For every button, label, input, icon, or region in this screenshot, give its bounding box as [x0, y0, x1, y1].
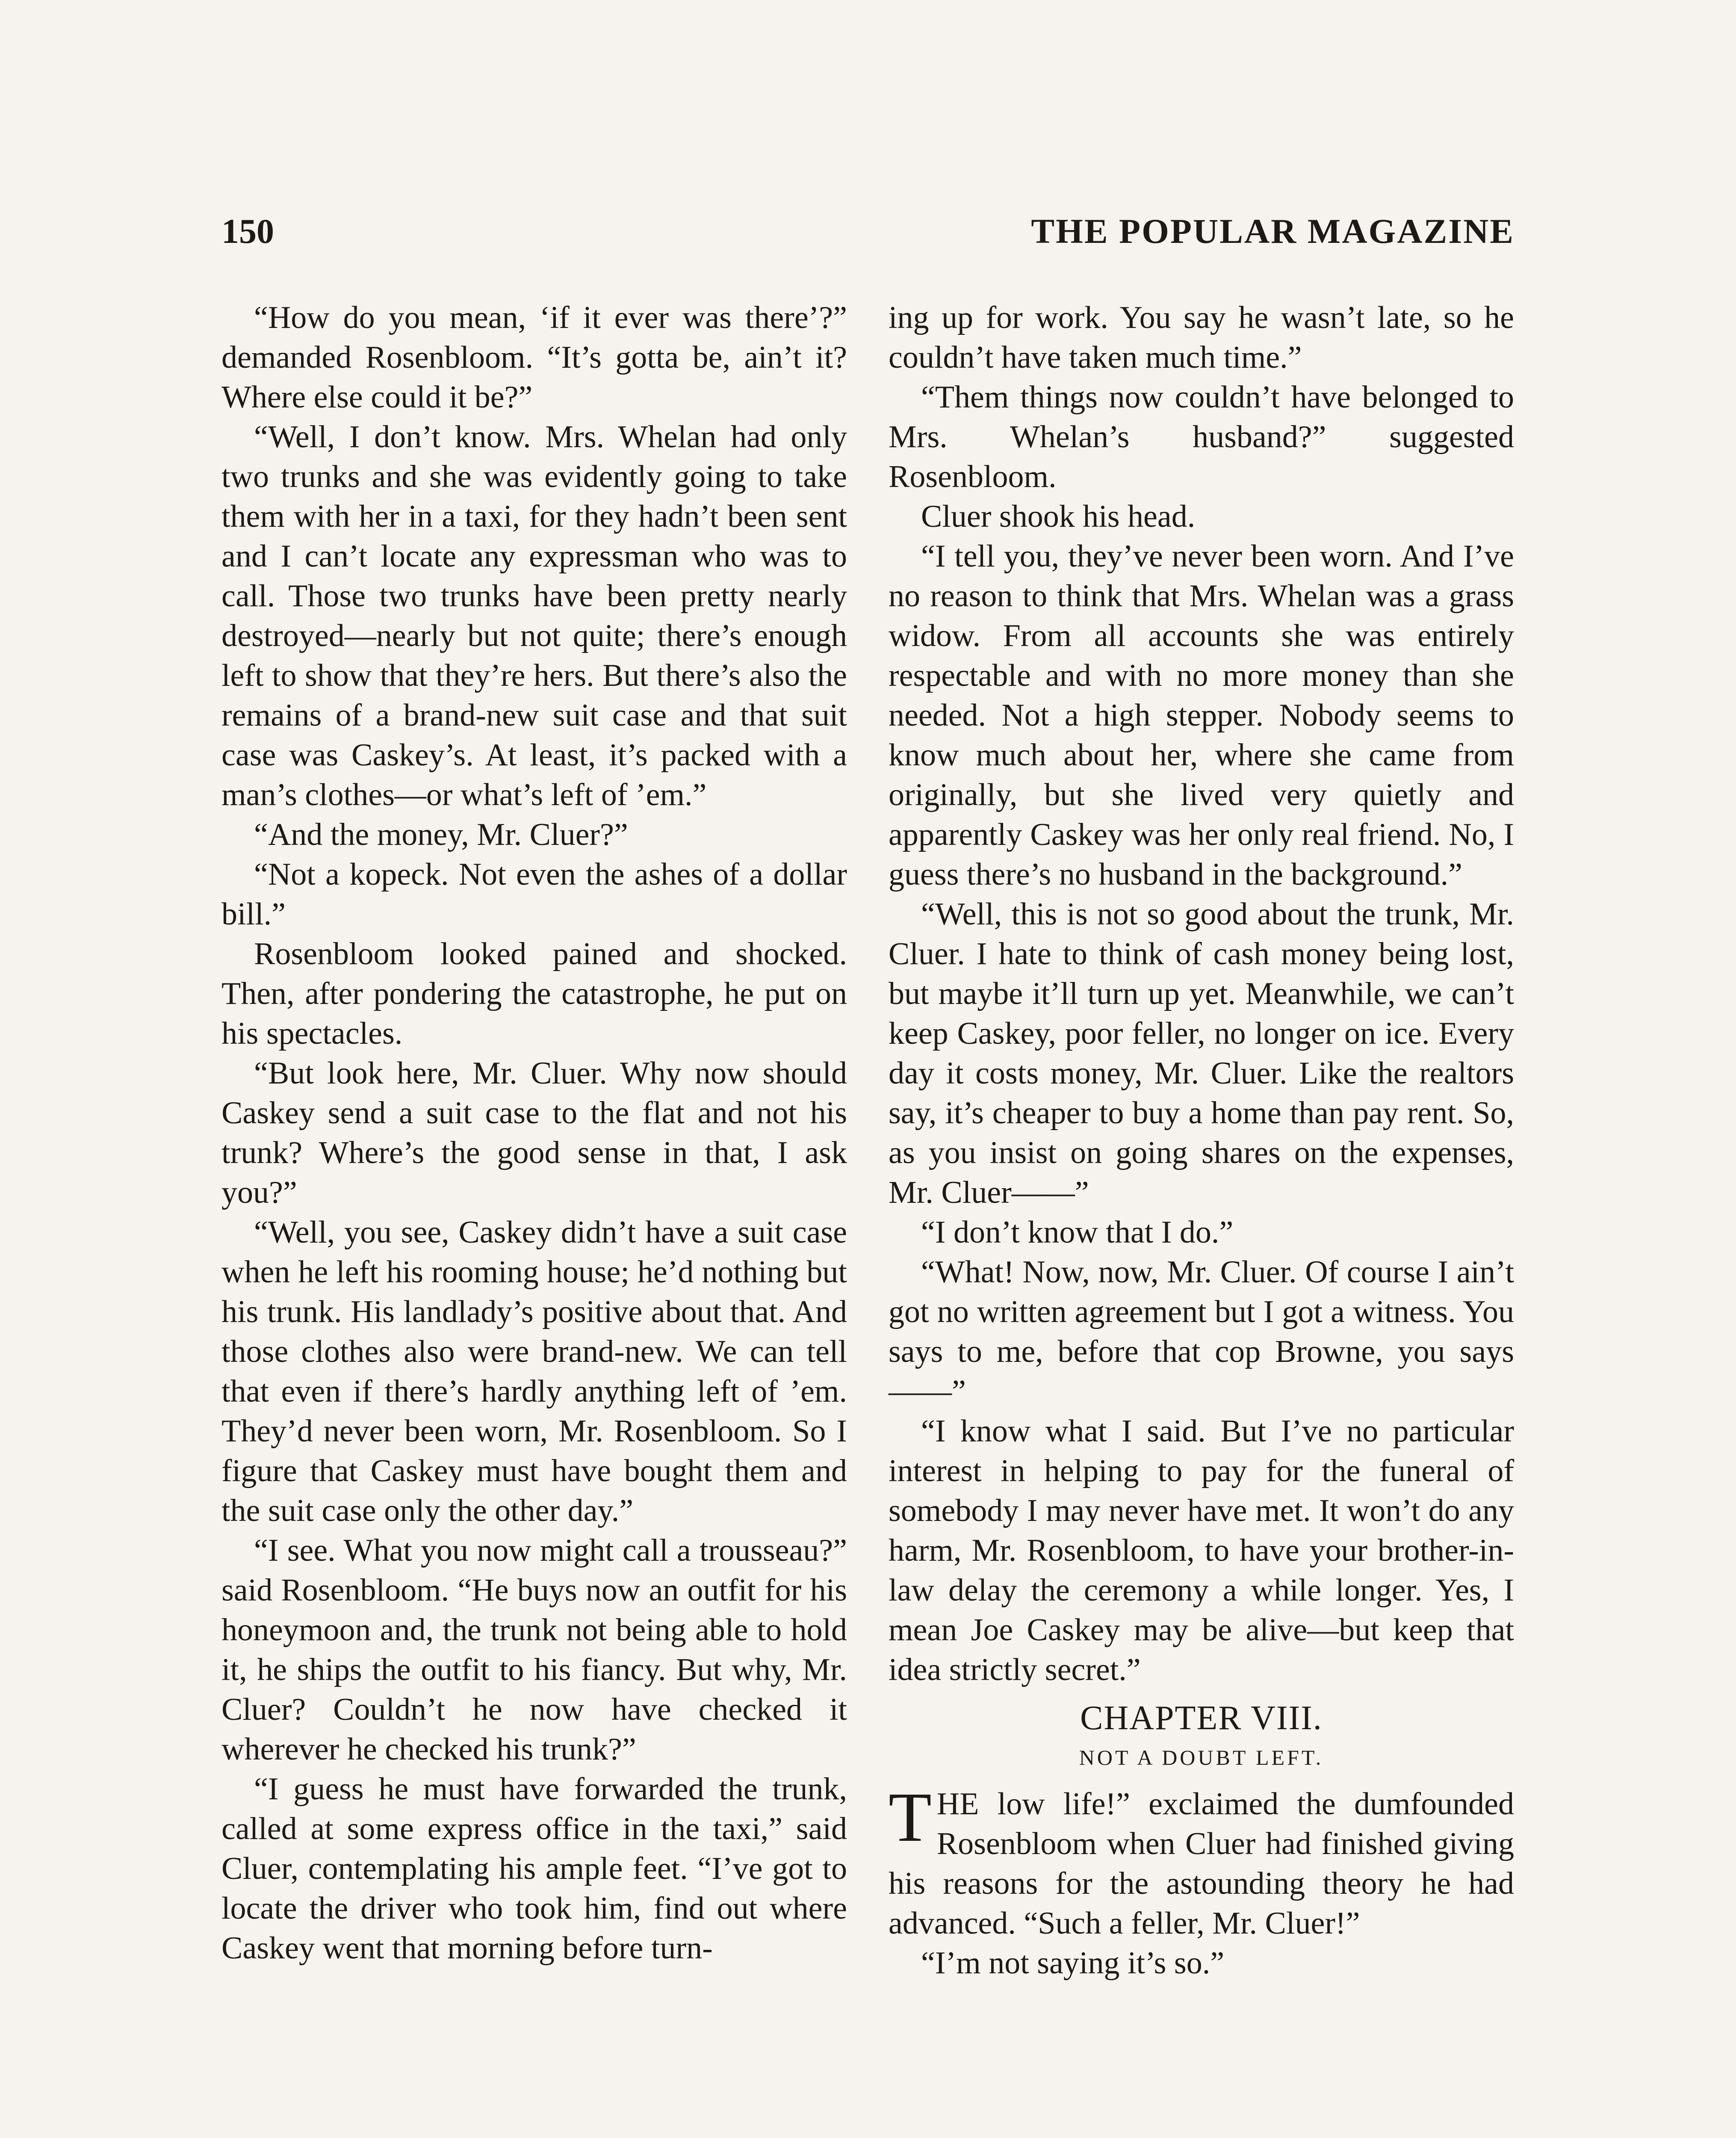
paragraph: “Well, I don’t know. Mrs. Whelan had only two trunks and she was evidently going to take them with her in a taxi, for they hadn’t been sent and I can’t locate any expressman who was to call. Those two trunks have been pretty nearly destroyed—nearly but not quite; there’s enough left to show that they’re hers. But there’s also the remains of a brand-new suit case and that suit case was Caskey’s. At least, it’s packed with a man’s clothes—or what’s left of ’em.”	[221, 419, 847, 812]
chapter-subtitle: NOT A DOUBT LEFT.	[1079, 1745, 1324, 1769]
right-column	[889, 298, 1514, 1983]
paragraph: ing up for work. You say he wasn’t late, so he couldn’t have taken much time.”	[889, 300, 1514, 375]
drop-cap: T	[889, 1778, 932, 1856]
paragraph: “I know what I said. But I’ve no particular interest in helping to pay for the funeral of somebody I may never have met. It won’t do any harm, Mr. Rosenbloom, to have your brother-in-law delay the ceremony a while longer. Yes, I mean Joe Caskey may be alive—but keep that idea strictly secret.”	[889, 1414, 1514, 1687]
paragraph: “I tell you, they’ve never been worn. And I’ve no reason to think that Mrs. Whelan was a grass widow. From all accounts she was entirely respectable and with no more money than she needed. Not a high stepper. Nobody seems to know much about her, where she came from originally, but she lived very quietly and apparently Caskey was her only real friend. No, I guess there’s no husband in the background.”	[889, 539, 1514, 892]
paragraph: “I’m not saying it’s so.”	[921, 1946, 1225, 1981]
paragraph: “But look here, Mr. Cluer. Why now should Caskey send a suit case to the flat and not his trunk? Where’s the good sense in that, I ask you?”	[221, 1056, 847, 1210]
chapter-opening-paragraph	[889, 1778, 1514, 1943]
running-head: THE POPULAR MAGAZINE	[1031, 212, 1515, 251]
paragraph: “How do you mean, ‘if it ever was there’?” demanded Rosenbloom. “It’s gotta be, ain’t it? Where else could it be?”	[221, 300, 847, 415]
paragraph: “Well, you see, Caskey didn’t have a suit case when he left his rooming house; he’d nothing but his trunk. His landlady’s positive about that. And those clothes also were brand-new. We can tell that even if there’s hardly anything left of ’em. They’d never been worn, Mr. Rosenbloom. So I figure that Caskey must have bought them and the suit case only the other day.”	[221, 1215, 847, 1528]
chapter-title: CHAPTER VIII.	[1080, 1699, 1323, 1737]
paragraph: “Well, this is not so good about the trunk, Mr. Cluer. I hate to think of cash money being lost, but maybe it’ll turn up yet. Meanwhile, we can’t keep Caskey, poor feller, no longer on ice. Every day it costs money, Mr. Cluer. Like the realtors say, it’s cheaper to buy a home than pay rent. So, as you insist on going shares on the expenses, Mr. Cluer——”	[889, 897, 1514, 1210]
page-number: 150	[221, 212, 274, 251]
paragraph: “Not a kopeck. Not even the ashes of a dollar bill.”	[221, 857, 847, 932]
paragraph: Cluer shook his head.	[921, 499, 1196, 534]
paragraph: Rosenbloom looked pained and shocked. Then, after pondering the catastrophe, he put on his spectacles.	[221, 936, 847, 1051]
paragraph: “What! Now, now, Mr. Cluer. Of course I ain’t got no written agreement but I got a witness. You says to me, before that cop Browne, you says——”	[889, 1255, 1514, 1409]
paragraph: “Them things now couldn’t have belonged to Mrs. Whelan’s husband?” suggested Rosenbloom.	[889, 380, 1514, 494]
left-column	[221, 298, 847, 1968]
paragraph: “I guess he must have forwarded the trunk, called at some express office in the taxi,” said Cluer, contemplating his ample feet. “I’ve got to locate the driver who took him, find out where Caskey went that morning before turn-	[221, 1772, 847, 1966]
paragraph: “I see. What you now might call a trousseau?” said Rosenbloom. “He buys now an outfit for his honeymoon and, the trunk not being able to hold it, he ships the outfit to his fiancy. But why, Mr. Cluer? Couldn’t he now have checked it wherever he checked his trunk?”	[221, 1533, 847, 1767]
paragraph: “I don’t know that I do.”	[921, 1215, 1234, 1250]
opening-text: HE low life!” exclaimed the dumfounded Rosenbloom when Cluer had finished giving his reasons for the astounding theory he had advanced. “Such a feller, Mr. Cluer!”	[889, 1787, 1514, 1941]
paragraph: “And the money, Mr. Cluer?”	[254, 817, 628, 852]
